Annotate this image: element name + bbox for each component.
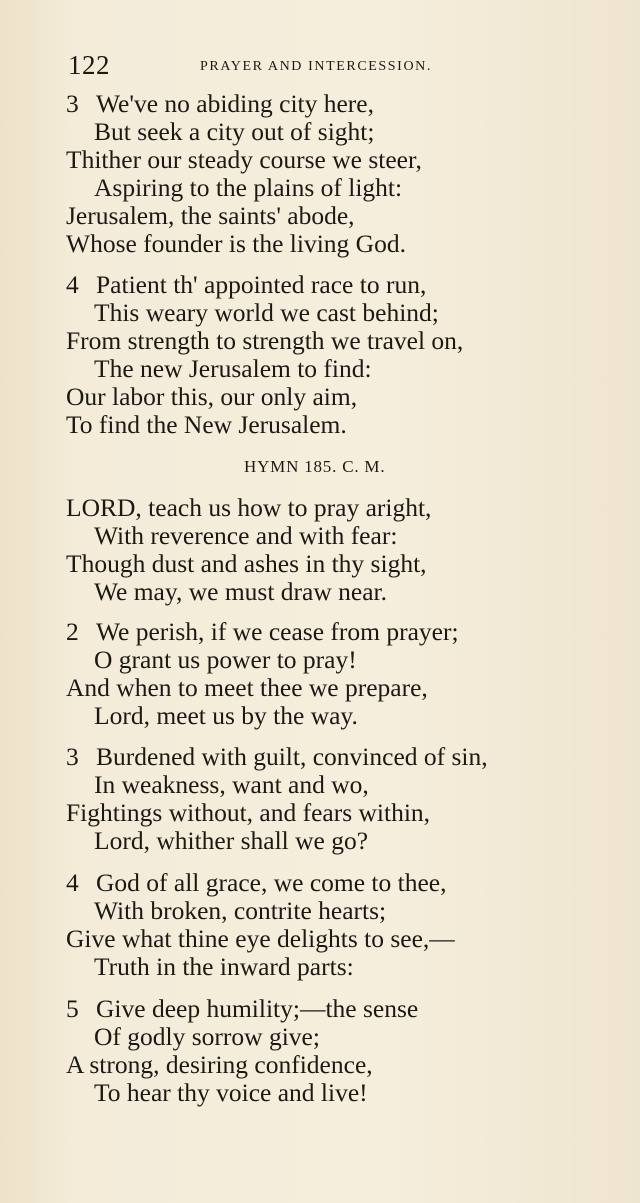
verse-line: O grant us power to pray! xyxy=(94,645,357,674)
verse-number: 4 xyxy=(66,270,79,299)
verse-line: To find the New Jerusalem. xyxy=(66,410,347,439)
verse-number: 4 xyxy=(66,868,79,897)
verse-text: Burdened with guilt, convinced of sin, xyxy=(96,742,488,771)
verse-text: Patient th' appointed race to run, xyxy=(96,270,427,299)
verse-line: From strength to strength we travel on, xyxy=(66,326,464,355)
verse-line xyxy=(66,995,418,1023)
verse-line xyxy=(66,869,446,897)
verse-line xyxy=(66,618,459,646)
verse-line: The new Jerusalem to find: xyxy=(94,354,372,383)
verse-line xyxy=(66,743,488,771)
verse-line: Our labor this, our only aim, xyxy=(66,382,358,411)
page-header xyxy=(68,50,498,82)
verse-line: LORD, teach us how to pray aright, xyxy=(66,493,432,522)
verse-line: Jerusalem, the saints' abode, xyxy=(66,201,355,230)
verse-line: With broken, contrite hearts; xyxy=(94,896,387,925)
verse-line: This weary world we cast behind; xyxy=(94,298,439,327)
verse-number: 3 xyxy=(66,742,79,771)
verse-number: 3 xyxy=(66,89,79,118)
verse-line: Though dust and ashes in thy sight, xyxy=(66,549,427,578)
page-number: 122 xyxy=(68,50,110,80)
running-head: PRAYER AND INTERCESSION. xyxy=(200,59,432,74)
verse-line xyxy=(66,90,374,118)
verse-line xyxy=(66,271,426,299)
verse-text: We perish, if we cease from prayer; xyxy=(96,617,459,646)
verse-line: To hear thy voice and live! xyxy=(94,1078,368,1107)
verse-line: Lord, meet us by the way. xyxy=(94,701,358,730)
verse-line: Aspiring to the plains of light: xyxy=(94,173,403,202)
verse-number: 2 xyxy=(66,617,79,646)
verse-number: 5 xyxy=(66,994,79,1023)
verse-line: Truth in the inward parts: xyxy=(94,952,354,981)
verse-line: We may, we must draw near. xyxy=(94,577,387,606)
verse-line: A strong, desiring confidence, xyxy=(66,1050,373,1079)
verse-line: With reverence and with fear: xyxy=(94,521,398,550)
verse-line: Fightings without, and fears within, xyxy=(66,798,431,827)
verse-text: God of all grace, we come to thee, xyxy=(96,868,447,897)
verse-text: Give deep humility;—the sense xyxy=(96,994,419,1023)
verse-line: Lord, whither shall we go? xyxy=(94,826,369,855)
verse-line: In weakness, want and wo, xyxy=(94,770,369,799)
verse-line: And when to meet thee we prepare, xyxy=(66,673,428,702)
verse-line: Give what thine eye delights to see,— xyxy=(66,924,455,953)
verse-line: Of godly sorrow give; xyxy=(94,1022,320,1051)
verse-line: Whose founder is the living God. xyxy=(66,229,406,258)
verse-line: Thither our steady course we steer, xyxy=(66,145,422,174)
hymn-heading: HYMN 185. C. M. xyxy=(244,457,386,476)
verse-line: But seek a city out of sight; xyxy=(94,117,375,146)
verse-text: We've no abiding city here, xyxy=(96,89,374,118)
